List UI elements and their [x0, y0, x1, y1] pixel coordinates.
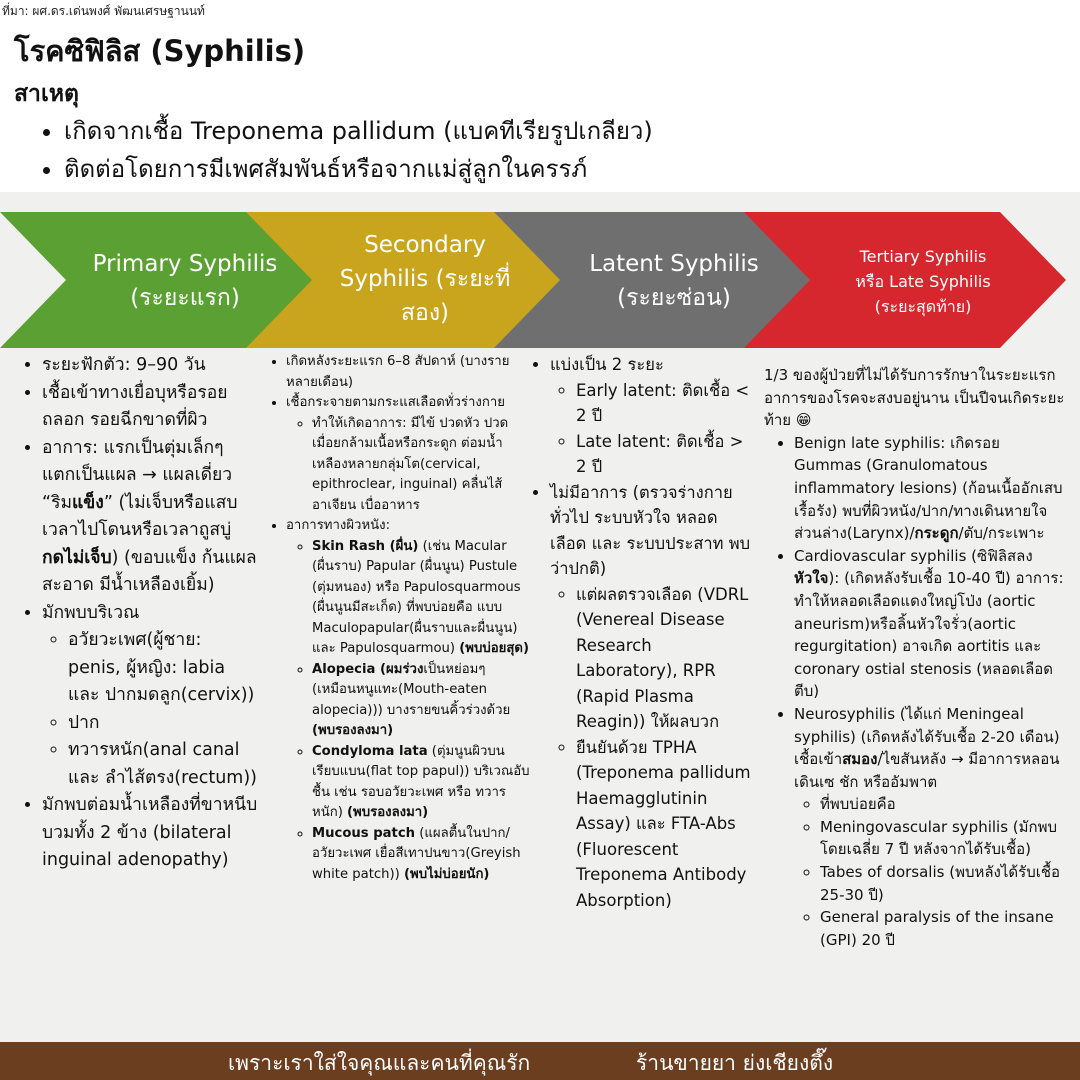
stage-label-secondary: Secondary Syphilis (ระยะที่ สอง): [339, 232, 511, 326]
list-item: • ระยะฟักตัว: 9–90 วัน: [42, 352, 258, 380]
list-item: • มักพบบริเวณ ◦ อวัยวะเพศ(ผู้ชาย: penis, ผู้หญิง: labia และ ปากมดลูก(cervix)) ◦ ปาก ◦ ทวารหนัก(anal canal และ ลำไส้ตรง(rectum)): [42, 600, 258, 793]
list-item: • Neurosyphilis (ได้แก่ Meningeal syphilis) (เกิดหลังได้รับเชื้อ 2-20 เดือน) เชื้อเข้าสมอง/ไขสันหลัง → มีอาการหลอน เดินเซ ชัก หรืออัมพาต ◦ ที่พบบ่อยคือ ◦ Meningovascular syphilis (มักพบโดยเฉลี่ย 7 ปี หลังจากได้รับเชื้อ) ◦ Tabes of dorsalis (พบหลังได้รับเชื้อ 25-30 ปี) ◦ General paralysis of the insane (GPI) 20 ปี: [794, 703, 1072, 952]
list-subitem: ◦ Tabes of dorsalis (พบหลังได้รับเชื้อ 25-30 ปี): [820, 861, 1072, 906]
list-subitem: ◦ Condyloma lata (ตุ่มนูนผิวบนเรียบแบน(flat top papul)) บริเวณอับชื้น เช่น รอบอวัยวะเพศ หรือ ทวารหนัก) (พบรองลงมา): [312, 742, 530, 824]
stage-label-primary: Primary Syphilis (ระยะแรก): [92, 251, 278, 311]
list-item: • ไม่มีอาการ (ตรวจร่างกายทั่วไป ระบบหัวใจ หลอดเลือด และ ระบบประสาท พบว่าปกติ) ◦ แต่ผลตรวจเลือด (VDRL (Venereal Disease Research Laboratory), RPR (Rapid Plasma Reagin)) ให้ผลบวก ◦ ยืนยันด้วย TPHA (Treponema pallidum Haemagglutinin Assay) และ FTA-Abs (Fluorescent Treponema Antibody Absorption): [550, 480, 752, 914]
list-subitem: ◦ General paralysis of the insane (GPI) 20 ปี: [820, 906, 1072, 951]
primary-column: [22, 352, 258, 875]
list-item: • Benign late syphilis: เกิดรอย Gummas (Granulomatous inflammatory lesions) (ก้อนเนื้ออักเสบเรื้อรัง) พบที่ผิวหนัง/ปาก/ทางเดินหายใจส่วนล่าง(Larynx)/กระดูก/ตับ/กระเพาะ: [794, 432, 1072, 545]
list-item: • แบ่งเป็น 2 ระยะ ◦ Early latent: ติดเชื้อ < 2 ปี ◦ Late latent: ติดเชื้อ > 2 ปี: [550, 352, 752, 480]
page-title: โรคซิฟิลิส (Syphilis): [14, 34, 306, 68]
list-subitem: ◦ ปาก: [68, 710, 258, 738]
stage-label-latent: Latent Syphilis (ระยะซ่อน): [589, 251, 759, 311]
cause-item: • ติดต่อโดยการมีเพศสัมพันธ์หรือจากแม่สู่ลูกในครรภ์: [64, 150, 653, 188]
list-item: • Cardiovascular syphilis (ซิฟิลิสลงหัวใจ): (เกิดหลังรับเชื้อ 10-40 ปี) อาการ: ทำให้หลอดเลือดแดงใหญ่โป่ง (aortic aneurism)หรือลิ้นหัวใจรั่ว(aortic regurgitation) อาจเกิด aortitis และ coronary ostial stenosis (หลอดเลือดตีบ): [794, 545, 1072, 703]
latent-column: [530, 352, 752, 913]
list-subitem: ◦ Alopecia (ผมร่วงเป็นหย่อมๆ (เหมือนหนูแทะ(Mouth-eaten alopecia))) บางรายขนคิ้วร่วงด้วย (พบรองลงมา): [312, 660, 530, 742]
list-item: • เชื้อกระจายตามกระแสเลือดทั่วร่างกาย ◦ ทำให้เกิดอาการ: มีไข้ ปวดหัว ปวดเมื่อยกล้ามเนื้อหรือกระดูก ต่อมน้ำเหลืองหลายกลุ่มโต(cervical, epithroclear, inguinal) คลื่นไส้ อาเจียน เบื่ออาหาร: [286, 393, 530, 516]
cause-heading: สาเหตุ: [14, 81, 79, 107]
footer-bar: [0, 1042, 1080, 1080]
footer-slogan: เพราะเราใส่ใจคุณและคนที่คุณรัก: [228, 1051, 531, 1075]
list-subitem: ◦ Mucous patch (แผลตื้นในปาก/อวัยวะเพศ เยื่อสีเทาปนขาว(Greyish white patch)) (พบไม่บ่อยนัก): [312, 824, 530, 886]
list-item: • มักพบต่อมน้ำเหลืองที่ขาหนีบบวมทั้ง 2 ข้าง (bilateral inguinal adenopathy): [42, 792, 258, 875]
list-subitem: ◦ อวัยวะเพศ(ผู้ชาย: penis, ผู้หญิง: labia และ ปากมดลูก(cervix)): [68, 627, 258, 710]
list-subitem: ◦ แต่ผลตรวจเลือด (VDRL (Venereal Disease Research Laboratory), RPR (Rapid Plasma Reagin)) ให้ผลบวก: [576, 582, 752, 735]
stage-label-tertiary: Tertiary Syphilis หรือ Late Syphilis (ระยะสุดท้าย): [855, 247, 991, 316]
list-item: • อาการ: แรกเป็นตุ่มเล็กๆ แตกเป็นแผล → แผลเดี่ยว “ริมแข็ง” (ไม่เจ็บหรือแสบเวลาไปโดนหรือเวลาถูสบู่ กดไม่เจ็บ) (ขอบแข็ง ก้นแผลสะอาด มีน้ำเหลืองเยิ้ม): [42, 435, 258, 600]
tertiary-column: [762, 364, 1072, 951]
list-subitem: ◦ ทวารหนัก(anal canal และ ลำไส้ตรง(rectum)): [68, 737, 258, 792]
list-subitem: ◦ Skin Rash (ผื่น) (เช่น Macular (ผื่นราบ) Papular (ผื่นนูน) Pustule (ตุ่มหนอง) หรือ Papulosquarmous (ผื่นนูนมีสะเก็ด) ที่พบบ่อยคือ แบบ Maculopapular(ผื่นราบและผื่นนูน) และ Papulosquarmou) (พบบ่อยสุด): [312, 537, 530, 660]
cause-item: • เกิดจากเชื้อ Treponema pallidum (แบคทีเรียรูปเกลียว): [64, 112, 653, 150]
list-subitem: ◦ ที่พบบ่อยคือ: [820, 793, 1072, 816]
list-subitem: ◦ ทำให้เกิดอาการ: มีไข้ ปวดหัว ปวดเมื่อยกล้ามเนื้อหรือกระดูก ต่อมน้ำเหลืองหลายกลุ่มโต(cervical, epithroclear, inguinal) คลื่นไส้ อาเจียน เบื่ออาหาร: [312, 414, 530, 517]
tertiary-intro: 1/3 ของผู้ป่วยที่ไม่ได้รับการรักษาในระยะแรก อาการของโรคจะสงบอยู่นาน เป็นปีจนเกิดระยะท้าย 😁: [764, 366, 1065, 430]
list-subitem: ◦ Meningovascular syphilis (มักพบโดยเฉลี่ย 7 ปี หลังจากได้รับเชื้อ): [820, 816, 1072, 861]
cause-list: [38, 112, 653, 188]
list-subitem: ◦ Late latent: ติดเชื้อ > 2 ปี: [576, 429, 752, 480]
list-item: • เกิดหลังระยะแรก 6–8 สัปดาห์ (บางรายหลายเดือน): [286, 352, 530, 393]
list-item: • เชื้อเข้าทางเยื่อบุหรือรอยถลอก รอยฉีกขาดที่ผิว: [42, 380, 258, 435]
secondary-column: [266, 352, 530, 885]
source-credit: ที่มา: ผศ.ดร.เด่นพงศ์ พัฒนเศรษฐานนท์: [2, 4, 205, 18]
footer-store-name: ร้านขายยา ย่งเชียงตึ๊ง: [636, 1051, 834, 1075]
list-subitem: ◦ ยืนยันด้วย TPHA (Treponema pallidum Haemagglutinin Assay) และ FTA-Abs (Fluorescent Treponema Antibody Absorption): [576, 735, 752, 914]
list-item: • อาการทางผิวหนัง: ◦ Skin Rash (ผื่น) (เช่น Macular (ผื่นราบ) Papular (ผื่นนูน) Pustule (ตุ่มหนอง) หรือ Papulosquarmous (ผื่นนูนมีสะเก็ด) ที่พบบ่อยคือ แบบ Maculopapular(ผื่นราบและผื่นนูน) และ Papulosquarmou) (พบบ่อยสุด) ◦ Alopecia (ผมร่วงเป็นหย่อมๆ (เหมือนหนูแทะ(Mouth-eaten alopecia))) บางรายขนคิ้วร่วงด้วย (พบรองลงมา) ◦ Condyloma lata (ตุ่มนูนผิวบนเรียบแบน(flat top papul)) บริเวณอับชื้น เช่น รอบอวัยวะเพศ หรือ ทวารหนัก) (พบรองลงมา) ◦ Mucous patch (แผลตื้นในปาก/อวัยวะเพศ เยื่อสีเทาปนขาว(Greyish white patch)) (พบไม่บ่อยนัก): [286, 516, 530, 885]
list-subitem: ◦ Early latent: ติดเชื้อ < 2 ปี: [576, 378, 752, 429]
